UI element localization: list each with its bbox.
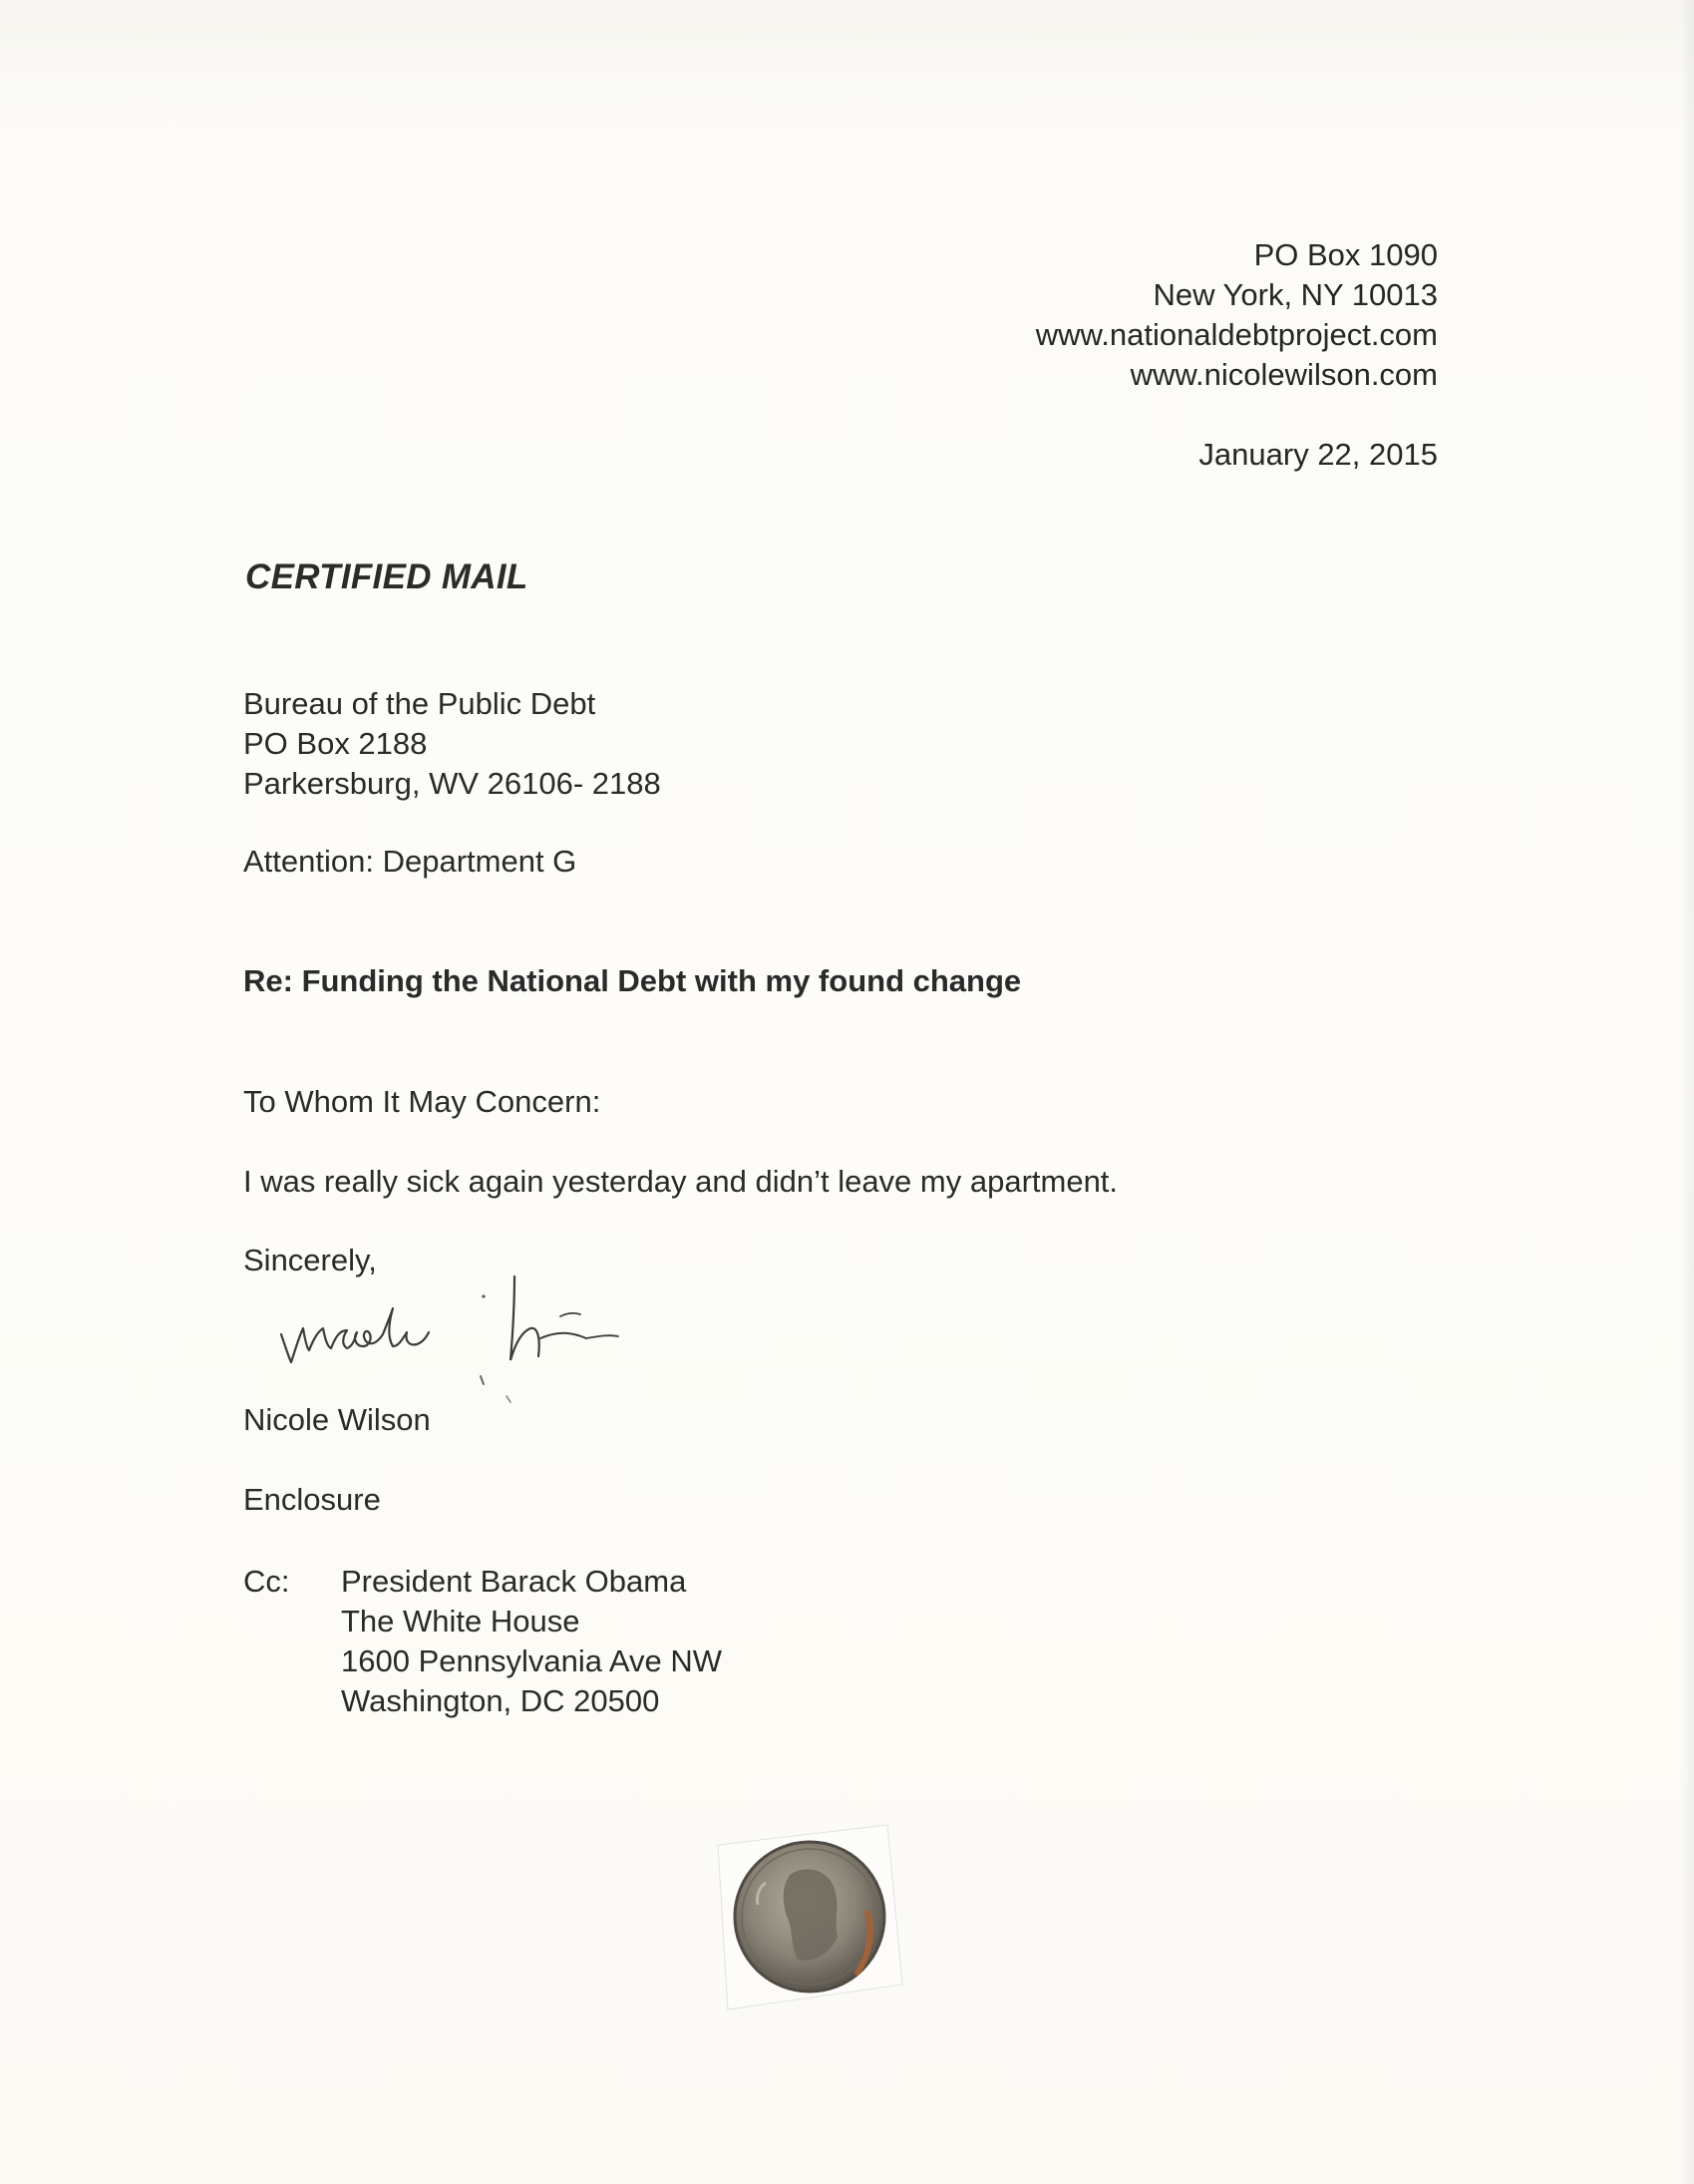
cc-label: Cc:: [243, 1564, 290, 1599]
closing: Sincerely,: [243, 1243, 377, 1277]
certified-mail-heading: CERTIFIED MAIL: [245, 557, 528, 596]
penny-coin-icon: [698, 1805, 917, 2024]
cc-address-line: 1600 Pennsylvania Ave NW: [341, 1643, 722, 1678]
recipient-address: [243, 684, 661, 804]
letter-date: January 22, 2015: [1198, 437, 1438, 472]
letter-body: I was really sick again yesterday and didn’t leave my apartment.: [243, 1164, 1119, 1199]
sender-website-line: www.nicolewilson.com: [1130, 357, 1438, 392]
handwritten-signature: [269, 1267, 668, 1406]
recipient-address-line: Bureau of the Public Debt: [243, 686, 596, 721]
signer-name: Nicole Wilson: [243, 1402, 431, 1437]
cc-address: [341, 1562, 722, 1721]
paper-edge-shadow: [1680, 0, 1694, 2184]
cc-address-line: President Barack Obama: [341, 1564, 687, 1599]
salutation: To Whom It May Concern:: [243, 1084, 601, 1119]
sender-address-line: PO Box 1090: [1253, 237, 1438, 272]
sender-address-line: New York, NY 10013: [1153, 277, 1438, 312]
recipient-address-line: Parkersburg, WV 26106- 2188: [243, 766, 661, 801]
enclosure-note: Enclosure: [243, 1482, 381, 1517]
cc-address-line: Washington, DC 20500: [341, 1683, 660, 1718]
sender-address: [1036, 235, 1438, 395]
attention-line: Attention: Department G: [243, 844, 577, 879]
subject-line: Re: Funding the National Debt with my found change: [243, 963, 1022, 998]
sender-website-line: www.nationaldebtproject.com: [1035, 317, 1438, 352]
recipient-address-line: PO Box 2188: [243, 726, 428, 761]
cc-block: [243, 1562, 722, 1721]
cc-address-line: The White House: [341, 1604, 580, 1638]
